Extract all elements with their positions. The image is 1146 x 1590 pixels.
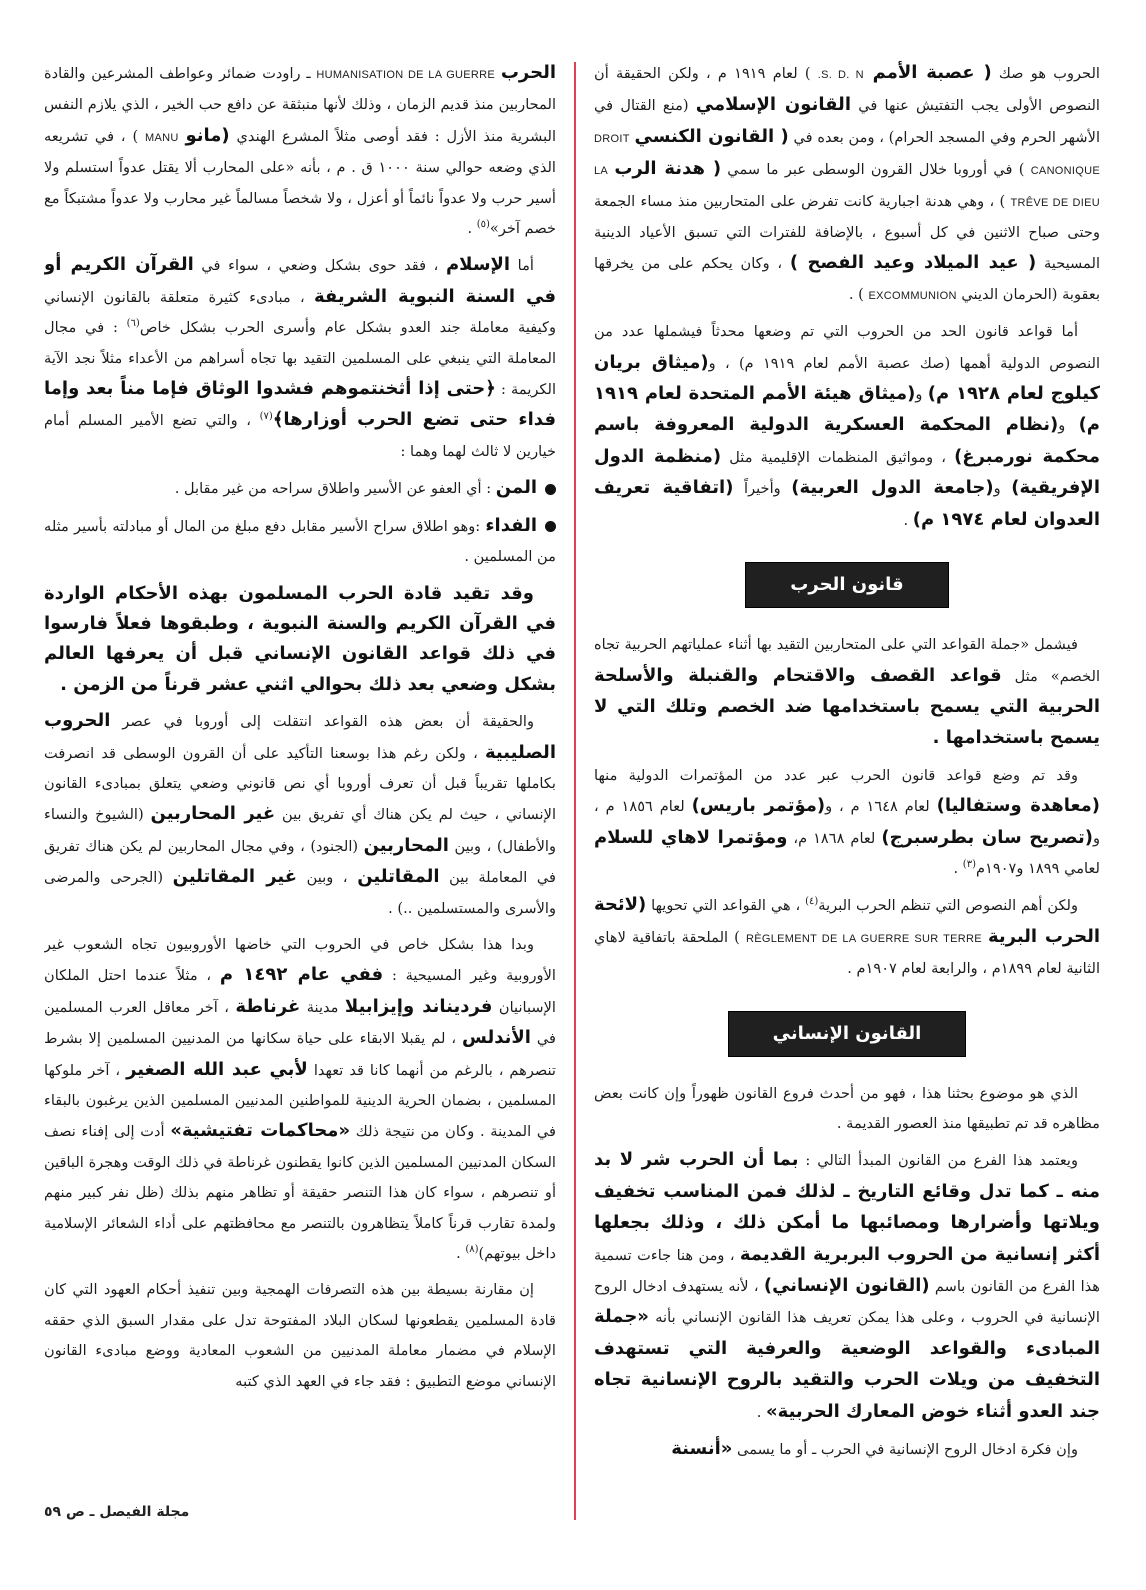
- bold-term: المقاتلين: [357, 866, 440, 888]
- bullet-item-fidaa: [44, 511, 556, 573]
- bold-term: غرناطة: [235, 995, 301, 1017]
- bold-term: ففي عام ١٤٩٢ م: [219, 964, 384, 986]
- text-run: ، والتي تضع الأمير المسلم أمام خيارين لا ثالث لهما وهما :: [44, 412, 556, 460]
- right-paragraph-3: [594, 630, 1100, 755]
- text-run: ) في أوروبا خلال القرون الوسطى عبر ما سمي: [721, 161, 1031, 179]
- text-run: ) الملحقة باتفاقية لاهاي الثانية لعام ١٨٩٩م ، والرابعة لعام ١٩٠٧م .: [594, 928, 1100, 978]
- text-run: ، مبادىء كثيرة متعلقة بالقانون الإنساني وكيفية معاملة جند العدو بشكل عام وأسرى الحرب بشكل خاص: [44, 288, 556, 337]
- column-divider: [574, 62, 576, 1520]
- latin-term: MANU: [145, 131, 179, 144]
- bold-term: القرآن الكريم أو في السنة النبوية الشريفة: [44, 254, 556, 307]
- bold-term: غير المقاتلين: [172, 866, 298, 888]
- text-run: ) .: [848, 285, 869, 303]
- bold-term: (جامعة الدول العربية): [791, 477, 994, 499]
- text-run: ، مثلاً عندما احتل الملكان الإسبانيان: [44, 967, 556, 1016]
- text-run: ) لعام ١٩١٩ م ، ولكن الحقيقة أن النصوص الأولى يجب التفتيش عنها في: [594, 65, 1100, 115]
- bold-term: (معاهدة وستفاليا): [936, 795, 1100, 817]
- bold-term: الأندلس: [462, 1027, 531, 1049]
- bold-term: بما أن الحرب شر لا بد منه ـ كما تدل وقائع التاريخ ـ لذلك فمن المناسب تخفيف ويلاتها وأضرارها ومصائبها ما أمكن ذلك ، وذلك بجعلها أكثر إنسانية من الحروب البربرية القديمة: [594, 1149, 1100, 1265]
- bold-term: الإسلام: [445, 254, 511, 276]
- text-run: ) ، وهي هدنة اجبارية كانت تفرض على المتحاربين منذ مساء الجمعة وحتى صباح الاثنين في كل أسبوع ، بالإضافة للفترات التي تسبق الأعياد الدينية المسيحية: [594, 192, 1100, 273]
- text-run: لعام ١٨٥٦ م ، و: [594, 798, 1100, 847]
- page-footer: مجلة الفيصل ـ ص ٥٩: [44, 1504, 190, 1520]
- text-run: (منع القتال في الأشهر الحرم وفي المسجد الحرام) ، ومن بعده في: [594, 97, 1100, 146]
- bold-term: ( عيد الميلاد وعيد الفصح ): [789, 252, 1037, 274]
- text-run: ، ومواثيق المنظمات الإقليمية مثل: [721, 448, 955, 466]
- bold-term: لأبي عبد الله الصغير: [126, 1058, 308, 1080]
- left-column: [44, 58, 556, 1498]
- right-paragraph-7: [594, 1145, 1100, 1428]
- text-run: ـ راودت ضمائر وعواطف المشرعين والقادة المحاربين منذ قديم الزمان ، وذلك لأنها منبثقة عن دافع حب الخير ، الذي يلازم النفس البشرية منذ الأزل : فقد أوصى مثلاً المشرع الهندي: [44, 65, 556, 145]
- bold-term: (اتفاقية تعريف العدوان لعام ١٩٧٤ م): [594, 477, 1100, 530]
- left-paragraph-1: [44, 58, 556, 244]
- text-run: و: [1058, 417, 1079, 435]
- text-run: وأخيراً: [733, 480, 792, 498]
- bold-term: ومؤتمرا لاهاي للسلام: [594, 826, 788, 848]
- text-run: ، ولكن رغم هذا بوسعنا التأكيد على أن القرون الوسطى قد انصرفت بكاملها تقريباً قبل أن تعرف أوروبا أي نص قانوني وضعي يتعلق بمبادىء القانون الإنساني ، حيث لم يكن هناك أي تفريق بين: [44, 744, 556, 824]
- bold-term: (ميثاق بريان كيلوج لعام ١٩٢٨ م): [594, 351, 1100, 405]
- bold-term: الحروب الصليبية: [44, 710, 556, 763]
- bold-term: «جملة المبادىء والقواعد الوضعية والعرفية التي تستهدف التخفيف من ويلات الحرب والتقيد بالروح الإنسانية تجاه جند العدو أثناء خوض المعارك الحربية»: [594, 1306, 1100, 1422]
- section-heading-law-of-war: [594, 562, 1100, 608]
- bold-term: المن: [495, 477, 537, 499]
- text-run: ، لم يقبلا الابقاء على حياة سكانها من المدنيين المسلمين إلا بشرط تنصرهم ، بالرغم من أنهما كانا قد تعهدا: [44, 1030, 556, 1079]
- text-run: ، ومن هنا جاءت تسمية هذا الفرع من القانون باسم: [594, 1246, 1100, 1295]
- text-run: .: [467, 220, 477, 238]
- bold-term: الحرب: [500, 62, 556, 83]
- text-run: وقد تم وضع قواعد قانون الحرب عبر عدد من المؤتمرات الدولية منها: [594, 766, 1078, 784]
- bold-term: غير المحاربين: [150, 803, 276, 825]
- latin-term: EXCOMMUNION: [868, 289, 957, 302]
- left-paragraph-5: [44, 930, 556, 1269]
- latin-term: HUMANISATION DE LA GUERRE: [316, 69, 496, 81]
- text-run: أما: [510, 257, 534, 275]
- bold-term: (تصريح سان بطرسبرج): [881, 826, 1093, 848]
- text-run: (الجرحى والمرضى والأسرى والمستسلمين ..) .: [44, 869, 556, 917]
- right-paragraph-2: [594, 317, 1100, 536]
- bold-term: (مؤتمر باريس): [691, 795, 826, 817]
- bold-term: ( هدنة الرب: [614, 158, 722, 180]
- right-paragraph-1: [594, 58, 1100, 311]
- bold-term: (القانون الإنساني): [763, 1275, 930, 1296]
- text-run: وبدا هذا بشكل خاص في الحروب التي خاضها الأوروبيون تجاه الشعوب غير الأوروبية وغير المسيحية :: [44, 935, 556, 985]
- text-run: .: [953, 859, 963, 877]
- bold-term: (ميثاق هيئة الأمم المتحدة لعام ١٩١٩ م): [594, 383, 1100, 436]
- text-run: أما قواعد قانون الحد من الحروب التي تم وضعها محدثاً فيشملها عدد من النصوص الدولية أهمها (صك عصبة الأمم لعام ١٩١٩ م) ، و: [594, 323, 1100, 372]
- bold-term: القانون الإسلامي: [695, 94, 851, 116]
- text-run: لعامي ١٨٩٩ و١٩٠٧م: [975, 859, 1100, 877]
- left-paragraph-6: إن مقارنة بسيطة بين هذه التصرفات الهمجية وبين تنفيذ أحكام العهود التي كان قادة المسلمين يقطعونها لسكان البلاد المفتوحة تدل على مقدار السبق الذي حققه الإسلام في مضمار معاملة المدنيين من الشعوب المعادية ووضع مبادىء القانون الإنساني موضع التطبيق : فقد جاء في العهد الذي كتبه: [44, 1281, 556, 1390]
- bullet-dot-icon: [545, 521, 556, 532]
- text-run: و: [915, 386, 928, 404]
- text-run: ) ، في تشريعه الذي وضعه حوالي سنة ١٠٠٠ ق . م ، بأنه «على المحارب ألا يقتل عدواً استسلم ولا أسير حرب ولا عدواً نائماً أو أعزل ، ولا شخصاً مسالماً غير محارب ولا عدواً مشتبكاً مع خصم آخر»: [44, 127, 556, 238]
- left-paragraph-3-bold: وقد تقيد قادة الحرب المسلمون بهذه الأحكام الواردة في القرآن الكريم والسنة النبوية ، وطبقوها فعلاً فارسوا في ذلك قواعد القانون الإنساني قبل أن يعرفها العالم بشكل وضعي بعد ذلك بحوالي اثني عشر قرناً من الزمن .: [44, 582, 556, 695]
- text-run: .: [756, 1403, 767, 1421]
- footnote-ref: (٥): [476, 219, 490, 231]
- footnote-ref: (٣): [962, 859, 976, 871]
- bold-term: (مانو: [185, 124, 230, 146]
- section-heading-humanitarian-law: [594, 1011, 1100, 1057]
- right-paragraph-8: [594, 1434, 1100, 1465]
- bold-term: ( عصبة الأمم: [863, 62, 992, 83]
- right-paragraph-6: الذي هو موضوع بحثنا هذا ، فهو من أحدث فروع القانون ظهوراً وإن كانت بعض مظاهره قد تم تطبيقها منذ العصور القديمة .: [594, 1084, 1100, 1132]
- bold-term: «محاكمات تفتيشية»: [170, 1120, 351, 1142]
- footnote-ref: (٨): [465, 1244, 479, 1256]
- text-run: ، وبين: [297, 869, 358, 887]
- text-run: : في مجال المعاملة التي ينبغي على المسلمين التقيد بها تجاه أسراهم من الأعداء مثلاً نجد الآية الكريمة :: [44, 319, 556, 399]
- text-run: (الشيوخ والنساء والأطفال) ، وبين: [44, 806, 556, 855]
- text-run: ، فقد حوى بشكل وضعي ، سواء في: [193, 257, 446, 275]
- section-title: قانون الحرب: [745, 562, 948, 608]
- text-run: لعام ١٨٦٨ م،: [787, 829, 882, 847]
- text-run: : أي العفو عن الأسير واطلاق سراحه من غير مقابل .: [174, 480, 496, 498]
- text-run: ، آخر ملوكها المسلمين ، بضمان الحرية الدينية للمواطنين المدنيين المسلمين الذين يرغبون بالبقاء في المدينة . وكان من نتيجة ذلك: [44, 1061, 556, 1141]
- text-run: ، هي القواعد التي تحويها: [646, 897, 806, 915]
- bullet-item-mann: [44, 473, 556, 504]
- text-run: ، لأنه يستهدف ادخال الروح الإنسانية في الحروب ، وعلى هذا يمكن تعريف هذا القانون الإنساني بأنه: [594, 1278, 1100, 1327]
- bold-term: فرديناند وإيزابيلا: [344, 995, 493, 1017]
- bold-term: ( القانون الكنسي: [634, 125, 789, 147]
- left-paragraph-2: [44, 250, 556, 467]
- text-run: مدينة: [300, 998, 345, 1016]
- latin-term: RÈGLEMENT DE LA GUERRE SUR TERRE: [745, 932, 982, 945]
- text-run: :وهو اطلاق سراح الأسير مقابل دفع مبلغ من المال أو مبادلته بأسير مثله من المسلمين .: [44, 517, 556, 566]
- bold-term: (نظام المحكمة العسكرية الدولية المعروفة باسم محكمة نورمبرغ): [594, 414, 1100, 467]
- text-run: .: [456, 1245, 466, 1263]
- bold-term: (لائحة الحرب البرية: [594, 894, 1100, 947]
- footnote-ref: (٤): [805, 896, 819, 908]
- bold-term: (منظمة الدول الإفريقية): [594, 445, 1100, 499]
- text-run: (الجنود) ، وفي مجال المحاربين لم يكن هناك تفريق في المعاملة بين: [44, 837, 556, 887]
- right-column: [594, 58, 1100, 1536]
- text-run: ، آخر معاقل العرب المسلمين في: [44, 998, 556, 1048]
- bold-term: «أنسنة: [671, 1438, 733, 1460]
- bold-term: المحاربين: [363, 834, 449, 856]
- bold-term: ﴿حتى إذا أثخنتموهم فشدوا الوثاق فإما مناً بعد وإما فداء حتى تضع الحرب أوزارها﴾: [44, 378, 556, 431]
- latin-term: DROIT CANONIQUE: [594, 132, 1100, 178]
- footnote-ref: (٧): [259, 411, 273, 423]
- text-run: ولكن أهم النصوص التي تنظم الحرب البرية: [818, 897, 1078, 915]
- latin-term: S. D. N.: [817, 69, 864, 81]
- text-run: و: [993, 480, 1012, 498]
- left-paragraph-4: [44, 706, 556, 924]
- right-paragraph-5: [594, 890, 1100, 984]
- text-run: لعام ١٦٤٨ م ، و: [825, 798, 937, 816]
- text-run: أدت إلى إفناء نصف السكان المدنيين المسلمين الذين كانوا يقطنون غرناطة في ذلك الوقت وهجرة الباقين أو تنصرهم ، سواء كان هذا التنصر حقيقة أو تظاهر منهم بذلك (ظل نفر كبير منهم ولمدة تقارب قرناً كاملاً يتظاهرون بالتنصر مع محافظتهم على أداء الشعائر الإسلامية داخل بيوتهم): [44, 1123, 556, 1263]
- section-title: القانون الإنساني: [728, 1011, 967, 1057]
- text-run: فيشمل «جملة القواعد التي على المتحاربين التقيد بها أثناء عملياتهم الحربية تجاه الخصم» مثل: [594, 636, 1100, 685]
- right-paragraph-4: [594, 761, 1100, 885]
- bold-term: قواعد القصف والاقتحام والقنبلة والأسلحة الحربية التي يسمح باستخدامها ضد الخصم وتلك التي لا يسمح باستخدامها .: [594, 664, 1100, 749]
- latin-term: LA TRÊVE DE DIEU: [594, 165, 1100, 209]
- footnote-ref: (٦): [126, 318, 140, 330]
- text-run: ويعتمد هذا الفرع من القانون المبدأ التالي :: [798, 1152, 1078, 1170]
- text-run: وإن فكرة ادخال الروح الإنسانية في الحرب ـ أو ما يسمى: [732, 1441, 1078, 1459]
- text-run: ، وكان يحكم على من يخرقها بعقوبة (الحرمان الديني: [594, 255, 1100, 303]
- text-run: .: [903, 511, 913, 529]
- text-run: والحقيقة أن بعض هذه القواعد انتقلت إلى أوروبا في عصر: [110, 713, 534, 731]
- text-run: الحروب هو صك: [991, 65, 1100, 82]
- bold-term: الفداء: [485, 514, 537, 536]
- bullet-dot-icon: [545, 484, 556, 495]
